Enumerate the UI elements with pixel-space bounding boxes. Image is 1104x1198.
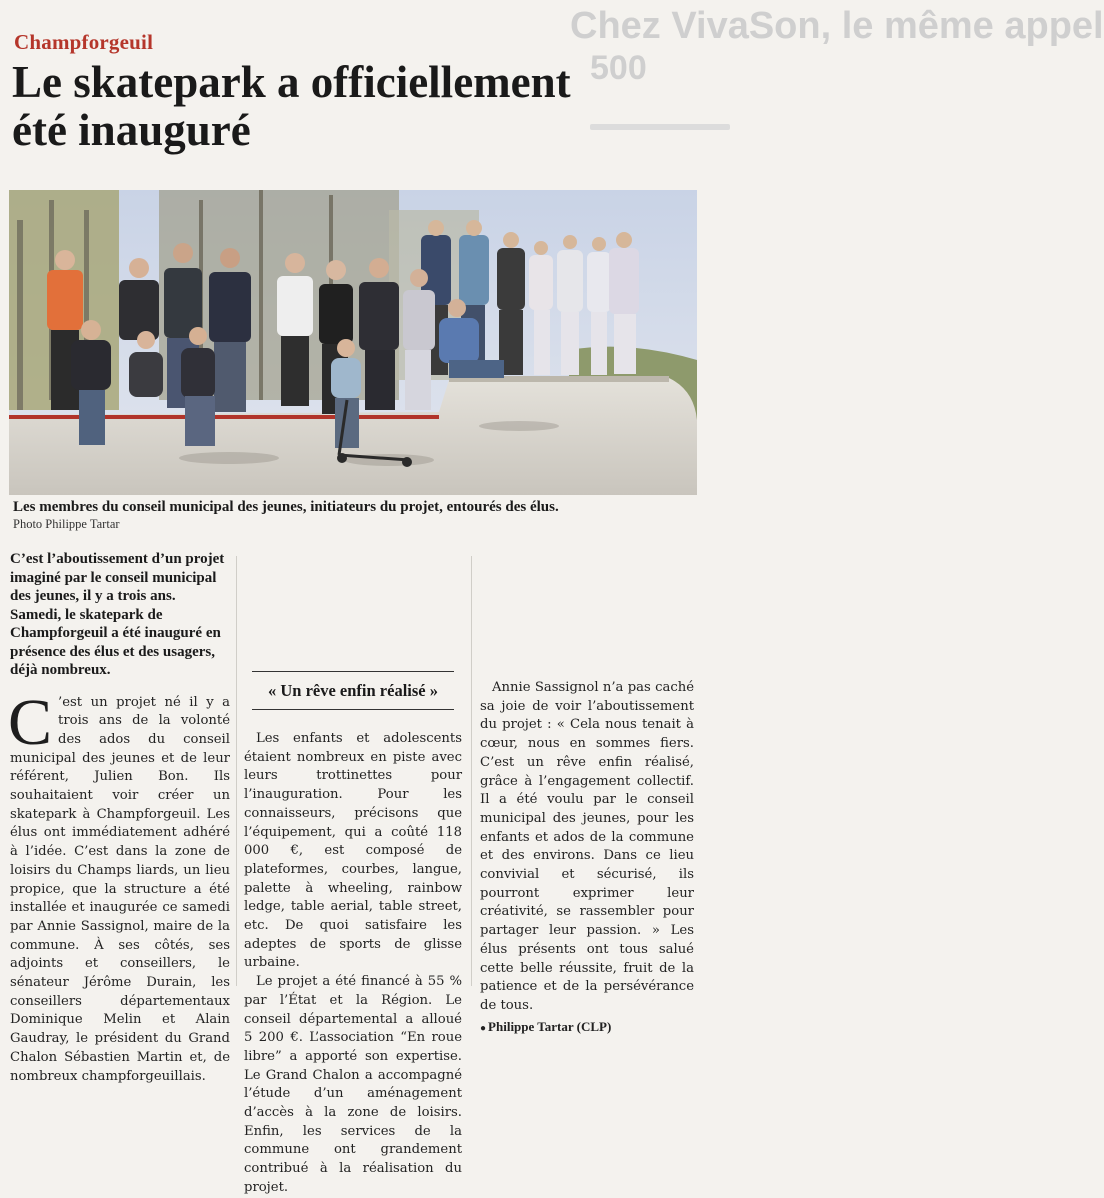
article-signature bbox=[480, 1018, 694, 1039]
article-lead: C’est l’aboutissement d’un projet imaginé par le conseil municipal des jeunes, il y a trois ans. Samedi, le skatepark de Champforgeuil a été inauguré en présence des élus et des usagers, déjà nombreux. bbox=[10, 551, 225, 678]
article-signature-text: Philippe Tartar (CLP) bbox=[488, 1018, 612, 1034]
article-column-2 bbox=[244, 551, 462, 1198]
article-paragraph-3: Le projet a été financé à 55 % par l’État et la Région. Le conseil départemental a alloué 5 200 €. L’association “En roue libre” a apporté son expertise. Le Grand Chalon a accompagné l’étude d’un aménagement d’accès à la zone de loisirs. Enfin, les services de la commune ont grandement contribué à la réalisation du projet. bbox=[244, 974, 462, 1195]
article-paragraph-4: Annie Sassignol n’a pas caché sa joie de voir l’aboutissement du projet : « Cela nous tenait à cœur, nous en sommes fiers. C’est un rêve enfin réalisé, grâce à l’engagement collectif. Il a été voulu par le conseil municipal des jeunes, pour les enfants et ados de la commune et des environs. Dans ce lieu convivial et sécurisé, ils pourront exprimer leur créativité, se rassembler pour partager leur passion. » Les élus présents ont tous salué cette belle réussite, fruit de la patience et de la persévérance de tous. bbox=[480, 680, 694, 1013]
photo-credit: Photo Philippe Tartar bbox=[13, 517, 120, 531]
headline: Le skatepark a officiellement été inauguré bbox=[12, 57, 571, 155]
drop-cap: C bbox=[8, 685, 53, 759]
article-photo bbox=[9, 190, 697, 495]
column-2-continuation-spacer bbox=[244, 551, 462, 657]
group-photo-illustration bbox=[9, 190, 697, 495]
article-paragraph-2: Les enfants et adolescents étaient nombreux en piste avec leurs trottinettes pour l’inauguration. Pour les connaisseurs, précisons que l’équipement, qui a coûté 118 000 €, est composé de plateformes, courbes, langue, palette à wheeling, rainbow ledge, table aerial, table street, etc. De quoi satisfaire les adeptes de sports de glisse urbaine. bbox=[244, 731, 462, 971]
column-3-continuation-spacer bbox=[480, 551, 694, 679]
column-divider bbox=[471, 556, 472, 986]
bullet-icon: ● bbox=[480, 1022, 487, 1034]
article-paragraph-1 bbox=[8, 685, 230, 1087]
article-column-3 bbox=[480, 551, 694, 1038]
adjacent-article-subtitle: 500 bbox=[590, 49, 647, 87]
adjacent-article-title: Chez VivaSon, le même appel bbox=[570, 5, 1104, 47]
section-label: Champforgeuil bbox=[14, 30, 154, 54]
article-subhead: « Un rêve enfin réalisé » bbox=[252, 671, 454, 710]
article-column-1 bbox=[10, 550, 230, 1086]
article-paragraph-1-text: ’est un projet né il y a trois ans de la volonté des ados du conseil municipal des jeunes et de leur référent, Julien Bon. Ils souhaitaient voir créer un skatepark à Champforgeuil. Les élus ont immédiatement adhéré à l’idée. C’est dans la zone de loisirs du Champs liards, un lieu propice, que la structure a été installée et inaugurée ce samedi par Annie Sassignol, maire de la commune. À ses côtés, ses adjoints et conseillers, le sénateur Jérôme Durain, les conseillers départementaux Dominique Melin et Alain Gaudray, le président du Grand Chalon Sébastien Martin et, de nombreux champforgeuillais. bbox=[10, 694, 230, 1084]
column-divider bbox=[236, 556, 237, 986]
photo-caption: Les membres du conseil municipal des jeunes, initiateurs du projet, entourés des élus. bbox=[13, 499, 559, 515]
